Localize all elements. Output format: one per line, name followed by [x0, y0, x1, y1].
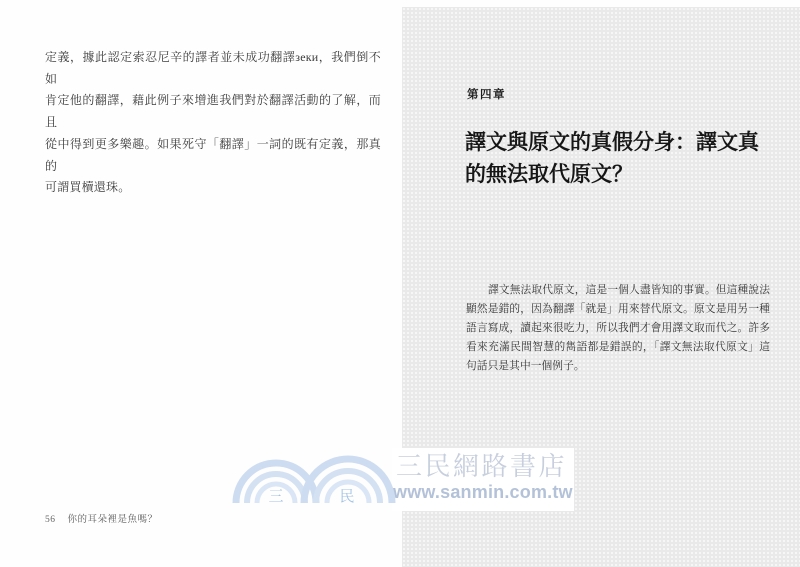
- chapter-title: 譯文與原文的真假分身：譯文真的無法取代原文？: [465, 130, 759, 186]
- running-book-title: 你的耳朵裡是魚嗎？: [67, 515, 158, 525]
- body-paragraph: [466, 281, 770, 376]
- store-url: www.sanmin.com.tw: [393, 482, 573, 502]
- store-name: 三民網路書店: [396, 452, 568, 481]
- watermark: [228, 443, 578, 515]
- text-line: 語言寫成，讀起來很吃力，所以我們才會用譯文取而代之。許多: [466, 322, 770, 334]
- watermark-panel: [392, 448, 574, 511]
- text-line: 顯然是錯的，因為翻譯「就是」用來替代原文。原文是用另一種: [466, 303, 770, 315]
- text-line: 看來充滿民間智慧的雋語都是錯誤的，「譯文無法取代原文」這: [466, 341, 770, 353]
- text-line: 句話只是其中一個例子。: [466, 360, 585, 372]
- text-line: 可謂買櫝還珠。: [45, 180, 131, 195]
- text-line: 譯文無法取代原文，這是一個人盡皆知的事實。但這種說法: [488, 284, 770, 296]
- left-paragraph: [45, 47, 381, 199]
- text-line: 定義，據此認定索忍尼辛的譯者並未成功翻譯зеки，我們倒不如: [45, 50, 381, 86]
- logo-char-min: 民: [339, 489, 355, 503]
- logo-char-san: 三: [268, 489, 284, 503]
- text-line: 從中得到更多樂趣。如果死守「翻譯」一詞的既有定義，那真的: [45, 136, 381, 173]
- page-number: 56: [45, 515, 56, 525]
- text-line: 肯定他的翻譯，藉此例子來增進我們對於翻譯活動的了解，而且: [45, 93, 381, 130]
- sanmin-rainbow-arches-icon: [228, 451, 398, 503]
- page-footer: [45, 511, 158, 525]
- chapter-label: 第四章: [467, 89, 506, 101]
